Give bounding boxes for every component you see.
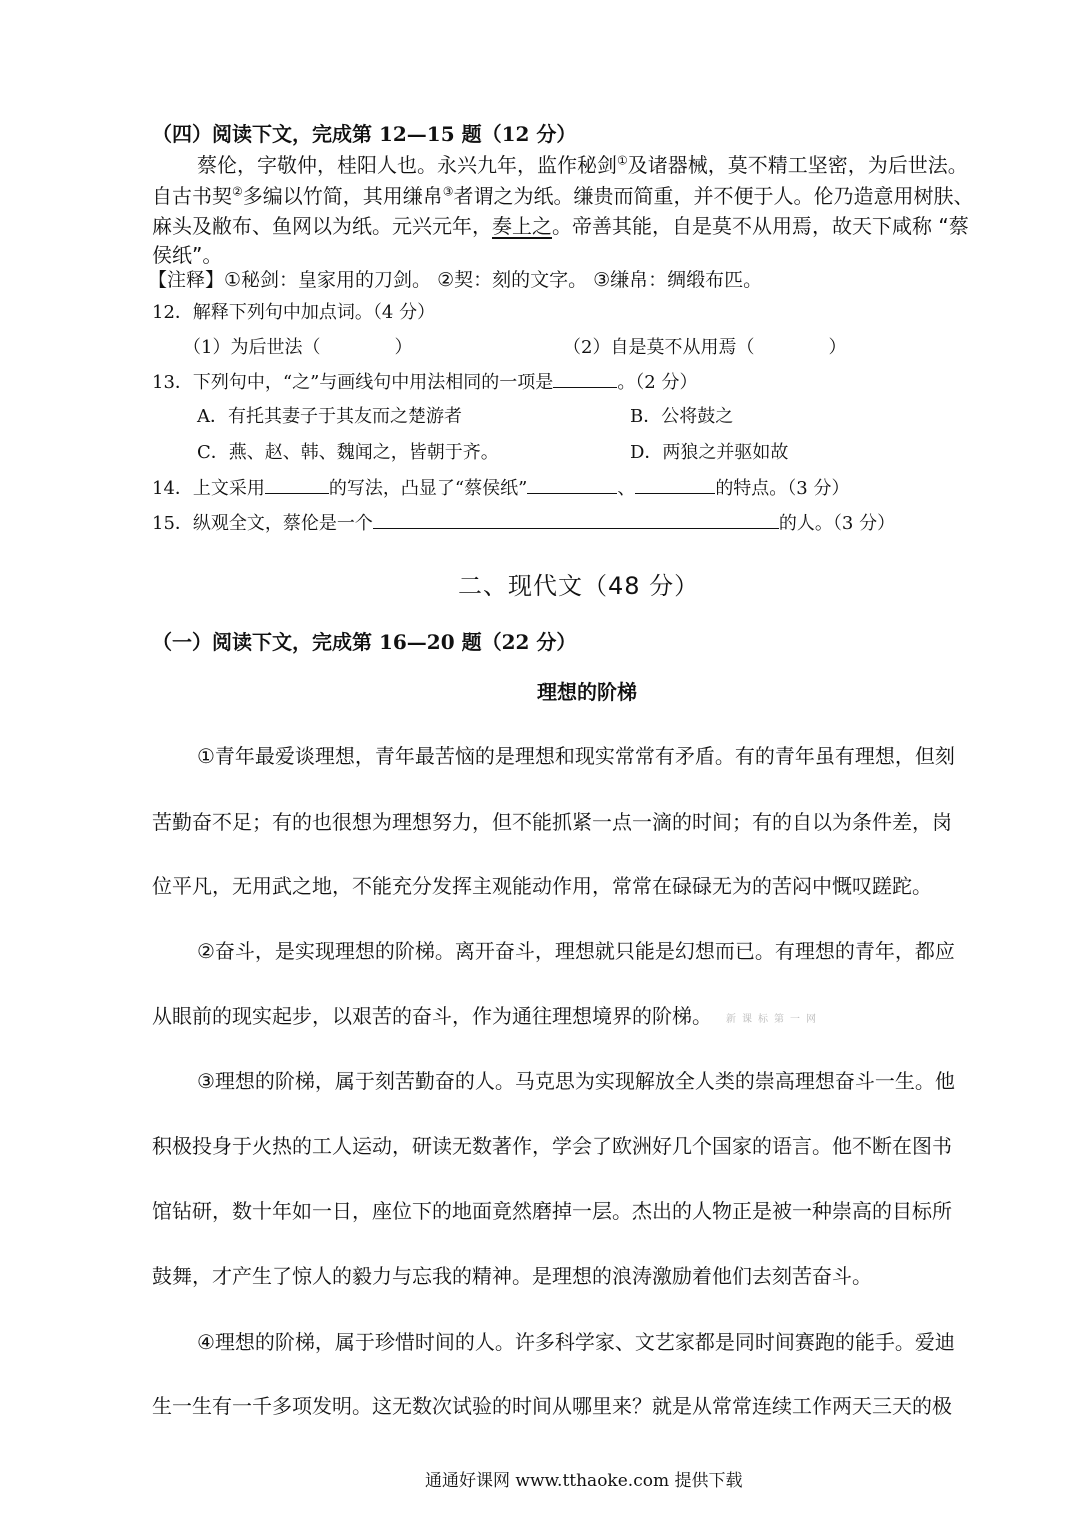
question-15: 15．纵观全文，蔡伦是一个 的人。（3 分） [152, 509, 895, 535]
paragraph-line: ④理想的阶梯，属于珍惜时间的人。许多科学家、文艺家都是同时间赛跑的能手。爱迪 [197, 1330, 955, 1354]
passage-line: 麻头及敝布、鱼网以为纸。元兴元年，奏上之。帝善其能，自是莫不从用焉，故天下咸称 “蔡 [152, 214, 969, 238]
paragraph-line: ②奋斗，是实现理想的阶梯。离开奋斗，理想就只能是幻想而已。有理想的青年，都应 [197, 939, 955, 963]
paragraph-line: 积极投身于火热的工人运动，研读无数著作，学会了欧洲好几个国家的语言。他不断在图书 [152, 1134, 952, 1158]
paragraph-line: 苦勤奋不足；有的也很想为理想努力，但不能抓紧一点一滴的时间；有的自以为条件差，岗 [152, 810, 952, 834]
question-13: 13．下列句中，“之”与画线句中用法相同的一项是 。（2 分） [152, 368, 698, 394]
option-c: C．燕、赵、韩、魏闻之，皆朝于齐。 [197, 442, 499, 463]
paragraph-line: 鼓舞，才产生了惊人的毅力与忘我的精神。是理想的浪涛激励着他们去刻苦奋斗。 [152, 1264, 872, 1288]
article-title: 理想的阶梯 [537, 680, 637, 704]
question-12-item-1: （1）为后世法（ ） [183, 337, 413, 358]
question-12-item-2: （2）自是莫不从用焉（ ） [563, 337, 847, 358]
underlined-phrase: 奏上之 [492, 214, 552, 238]
paragraph-line: 馆钻研，数十年如一日，座位下的地面竟然磨掉一层。杰出的人物正是被一种崇高的目标所 [152, 1199, 952, 1223]
option-a: A．有托其妻子于其友而之楚游者 [197, 406, 462, 427]
answer-blank[interactable] [265, 474, 329, 494]
paragraph-line: 生一生有一千多项发明。这无数次试验的时间从哪里来？就是从常常连续工作两天三天的极 [152, 1394, 952, 1418]
answer-blank[interactable] [553, 368, 617, 388]
passage-line: 蔡伦，字敬仲，桂阳人也。永兴九年，监作秘剑①及诸器械，莫不精工坚密，为后世法。 [197, 153, 968, 177]
option-d: D．两狼之并驱如故 [630, 442, 789, 463]
passage-line: 自古书契②多编以竹简，其用缣帛③者谓之为纸。缣贵而简重，并不便于人。伦乃造意用树肤、 [152, 184, 974, 208]
paragraph-line: ①青年最爱谈理想，青年最苦恼的是理想和现实常常有矛盾。有的青年虽有理想，但刻 [197, 744, 955, 768]
answer-blank[interactable] [635, 474, 715, 494]
answer-blank[interactable] [527, 474, 617, 494]
section-heading: （一）阅读下文，完成第 16—20 题（22 分） [152, 630, 577, 654]
annotation-notes: 【注释】①秘剑：皇家用的刀剑。 ②契：刻的文字。 ③缣帛：绸缎布匹。 [148, 269, 763, 291]
question-12: 12．解释下列句中加点词。（4 分） [152, 302, 436, 323]
paragraph-line: ③理想的阶梯，属于刻苦勤奋的人。马克思为实现解放全人类的崇高理想奋斗一生。他 [197, 1069, 955, 1093]
watermark: 新课标第一网 [726, 1014, 822, 1025]
question-14: 14．上文采用 的写法，凸显了“蔡侯纸” 、 的特点。（3 分） [152, 474, 850, 500]
passage-line: 侯纸”。 [152, 243, 223, 267]
page-footer: 通通好课网 www.tthaoke.com 提供下载 [425, 1471, 743, 1491]
answer-blank[interactable] [373, 509, 779, 529]
paragraph-line: 从眼前的现实起步，以艰苦的奋斗，作为通往理想境界的阶梯。 新课标第一网 [152, 1004, 822, 1028]
option-b: B．公将鼓之 [630, 406, 734, 427]
paragraph-line: 位平凡，无用武之地，不能充分发挥主观能动作用，常常在碌碌无为的苦闷中慨叹蹉跎。 [152, 874, 932, 898]
section-heading: （四）阅读下文，完成第 12—15 题（12 分） [152, 122, 577, 146]
section-title: 二、现代文（48 分） [458, 572, 700, 600]
